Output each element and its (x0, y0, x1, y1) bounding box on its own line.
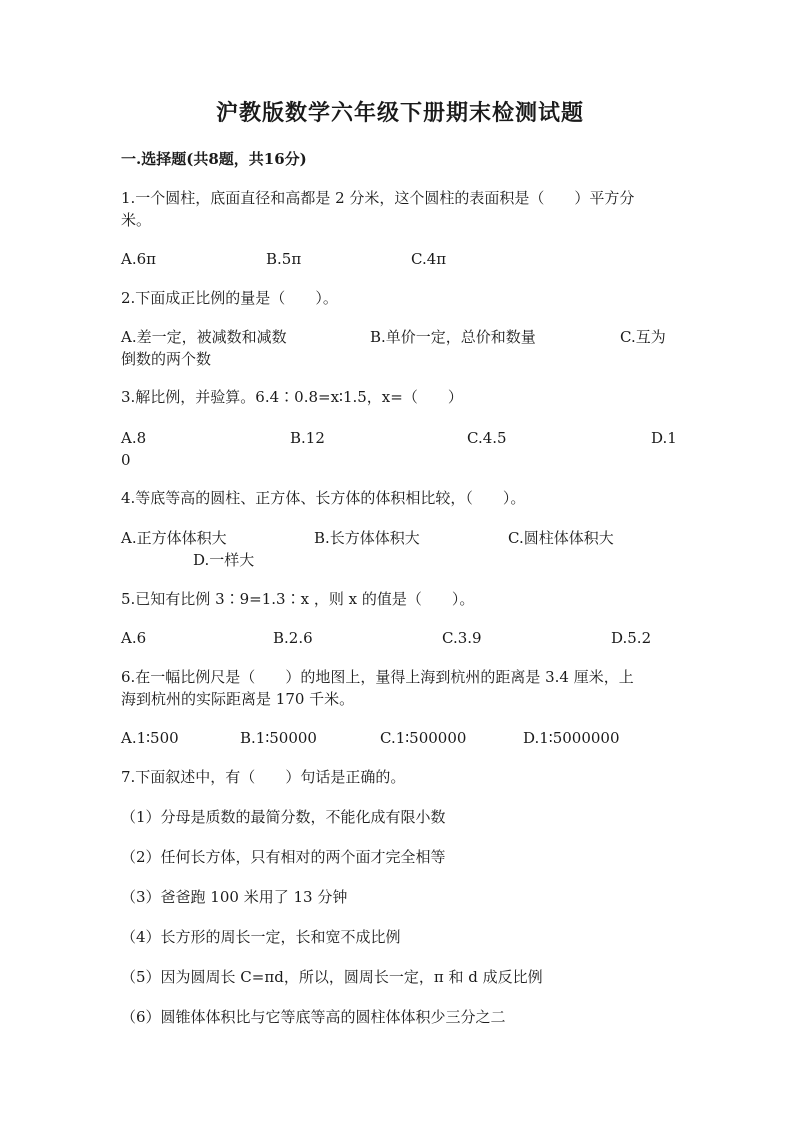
question-7-statement-5: （5）因为圆周长 C=πd，所以，圆周长一定，π 和 d 成反比例 (121, 968, 543, 986)
question-3-option-a: A.8 (121, 429, 147, 447)
question-4-option-b: B.长方体体积大 (314, 529, 420, 547)
question-2-option-c: C.互为 (620, 328, 666, 346)
question-1-stem-line2: 米。 (121, 211, 152, 229)
question-5-stem: 5.已知有比例 3∶9=1.3∶x ，则 x 的值是（ ）。 (121, 590, 475, 608)
question-3-option-c: C.4.5 (467, 429, 507, 447)
question-4-option-a: A.正方体体积大 (121, 529, 227, 547)
question-6-stem-line1: 6.在一幅比例尺是（ ）的地图上，量得上海到杭州的距离是 3.4 厘米，上 (121, 668, 634, 686)
question-5-option-a: A.6 (121, 629, 147, 647)
question-6-stem-line2: 海到杭州的实际距离是 170 千米。 (121, 690, 355, 708)
question-7-statement-1: （1）分母是质数的最简分数，不能化成有限小数 (121, 808, 446, 826)
question-5-option-d: D.5.2 (611, 629, 652, 647)
question-2-option-b: B.单价一定，总价和数量 (370, 328, 536, 346)
question-1-option-b: B.5π (266, 250, 302, 268)
question-1-stem-line1: 1.一个圆柱，底面直径和高都是 2 分米，这个圆柱的表面积是（ ）平方分 (121, 189, 635, 207)
question-7-stem: 7.下面叙述中，有（ ）句话是正确的。 (121, 768, 406, 786)
question-6-option-a: A.1∶500 (121, 729, 179, 747)
question-2-option-c-wrap: 倒数的两个数 (121, 350, 212, 368)
question-3-option-d-wrap: 0 (121, 451, 131, 469)
question-4-option-d: D.一样大 (193, 551, 255, 569)
question-6-option-d: D.1∶5000000 (523, 729, 620, 747)
exam-title: 沪教版数学六年级下册期末检测试题 (215, 100, 584, 126)
question-6-option-c: C.1∶500000 (380, 729, 467, 747)
question-7-statement-2: （2）任何长方体，只有相对的两个面才完全相等 (121, 848, 446, 866)
question-7-statement-6: （6）圆锥体体积比与它等底等高的圆柱体体积少三分之二 (121, 1008, 506, 1026)
question-2-stem: 2.下面成正比例的量是（ ）。 (121, 289, 338, 307)
question-4-stem: 4.等底等高的圆柱、正方体、长方体的体积相比较，（ ）。 (121, 489, 526, 507)
question-1-option-a: A.6π (121, 250, 157, 268)
question-1-option-c: C.4π (411, 250, 447, 268)
question-2-option-a: A.差一定，被减数和减数 (121, 328, 287, 346)
question-5-option-b: B.2.6 (273, 629, 313, 647)
question-6-option-b: B.1∶50000 (240, 729, 317, 747)
question-4-option-c: C.圆柱体体积大 (508, 529, 614, 547)
section-heading: 一.选择题(共8题，共16分) (121, 150, 307, 168)
question-3-option-d: D.1 (651, 429, 677, 447)
question-5-option-c: C.3.9 (442, 629, 482, 647)
question-7-statement-3: （3）爸爸跑 100 米用了 13 分钟 (121, 888, 348, 906)
question-7-statement-4: （4）长方形的周长一定，长和宽不成比例 (121, 928, 401, 946)
question-3-option-b: B.12 (290, 429, 325, 447)
question-3-stem: 3.解比例，并验算。6.4∶0.8=x∶1.5，x=（ ） (121, 388, 463, 406)
